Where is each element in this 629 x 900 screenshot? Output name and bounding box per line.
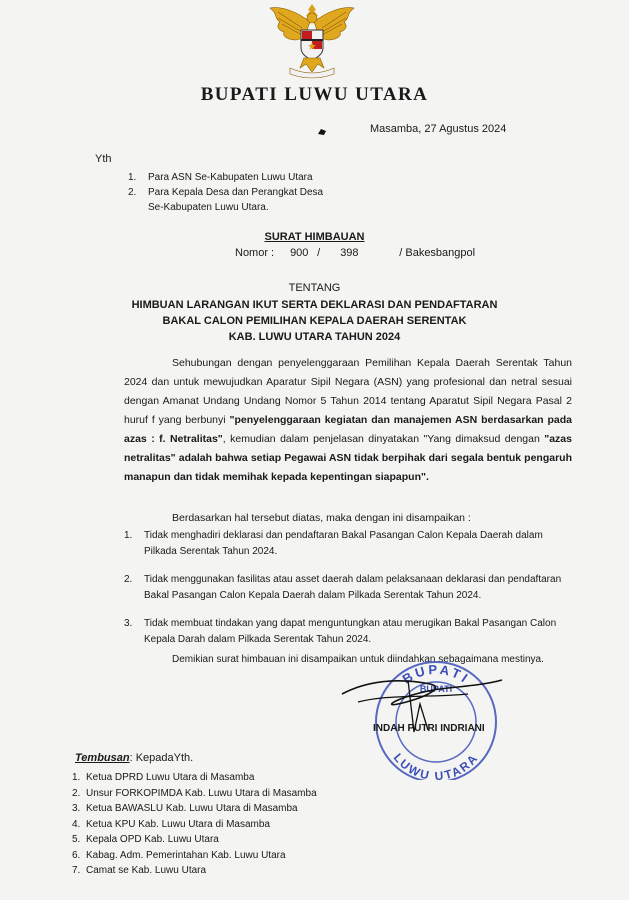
- list-item: 2. Para Kepala Desa dan Perangkat Desa: [128, 187, 324, 198]
- stamp-bottom-text: LUWU UTARA: [390, 750, 482, 780]
- official-stamp-and-signature: [338, 640, 508, 780]
- addressee-list: [128, 170, 323, 215]
- list-item: 3. Tidak membuat tindakan yang dapat menguntungkan atau merugikan Bakal Pasangan Calon Kepala Darah dalam Pilkada Serentak Tahun 2024.: [124, 618, 557, 645]
- signer-name: INDAH PUTRI INDRIANI: [373, 723, 485, 734]
- list-item: 5. Kepala OPD Kab. Luwu Utara: [72, 834, 219, 845]
- cc-list: [72, 770, 317, 879]
- letterhead-title: BUPATI LUWU UTARA: [200, 84, 429, 105]
- yth-label: Yth: [95, 153, 112, 165]
- list-item: 1. Para ASN Se-Kabupaten Luwu Utara: [128, 172, 313, 183]
- tembusan-heading: Tembusan: KepadaYth.: [75, 752, 194, 764]
- list-item: 4. Ketua KPU Kab. Luwu Utara di Masamba: [72, 818, 270, 830]
- list-item: 1. Tidak menghadiri deklarasi dan pendaftaran Bakal Pasangan Calon Kepala Daerah dalam Pilkada Serentak Tahun 2024.: [124, 530, 543, 557]
- stamp-inner-text: BUPATI: [419, 684, 453, 694]
- list-item: 1. Ketua DPRD Luwu Utara di Masamba: [72, 772, 255, 783]
- letter-date: Masamba, 27 Agustus 2024: [370, 123, 507, 135]
- list-item: 7. Camat se Kab. Luwu Utara: [72, 865, 207, 876]
- letter-type-heading: SURAT HIMBAUAN: [264, 231, 365, 243]
- svg-text:LUWU UTARA: [391, 751, 482, 780]
- body-paragraph: Berdasarkan hal tersebut diatas, maka dengan ini disampaikan :: [172, 512, 471, 524]
- body-paragraph: Sehubungan dengan penyelenggaraan Pemilihan Kepala Daerah Serentak Tahun 2024 dan untuk mewujudkan Aparatur Sipil Negara (ASN) yang profesional dan netral sesuai dengan Amanat Undang Undang Nomor 5 Tahun 2014 tentang Aparatut Sipil Negara Pasal 2 huruf f yang berbunyi "penyelenggaraan kegiatan dan manajemen ASN berdasarkan pada azas : f. Netralitas", kemudian dalam penjelasan dinyatakan "Yang dimaksud dengan "azas netralitas" adalah bahwa setiap Pegawai ASN tidak berpihak dari segala bentuk pengaruh manapun dan tidak memihak kepada kepentingan siapapun".: [124, 357, 572, 483]
- addressee-continuation: Se-Kabupaten Luwu Utara.: [148, 202, 269, 213]
- tentang-label: TENTANG: [288, 282, 341, 294]
- list-item: 2. Unsur FORKOPIMDA Kab. Luwu Utara di Masamba: [72, 787, 317, 799]
- letter-number: Nomor : 900 / 398 / Bakesbangpol: [235, 247, 476, 259]
- garuda-emblem-icon: [264, 2, 360, 80]
- ink-mark: [317, 128, 327, 136]
- letter-body: [124, 354, 572, 487]
- closing-sentence: Demikian surat himbauan ini disampaikan untuk diindahkan sebagaimana mestinya.: [172, 654, 544, 665]
- subject-heading: HIMBUAN LARANGAN IKUT SERTA DEKLARASI DAN PENDAFTARAN BAKAL CALON PEMILIHAN KEPALA DAERAH SERENTAK KAB. LUWU UTARA TAHUN 2024: [131, 299, 498, 343]
- list-item: 3. Ketua BAWASLU Kab. Luwu Utara di Masamba: [72, 803, 298, 814]
- stamp-top-text: BUPATI: [399, 661, 473, 687]
- list-item: 6. Kabag. Adm. Pemerintahan Kab. Luwu Utara: [72, 849, 286, 861]
- list-item: 2. Tidak menggunakan fasilitas atau asset daerah dalam pelaksanaan deklarasi dan pendaftaran Bakal Pasangan Calon Kepala Daerah dalam Pilkada Serentak Tahun 2024.: [124, 574, 562, 601]
